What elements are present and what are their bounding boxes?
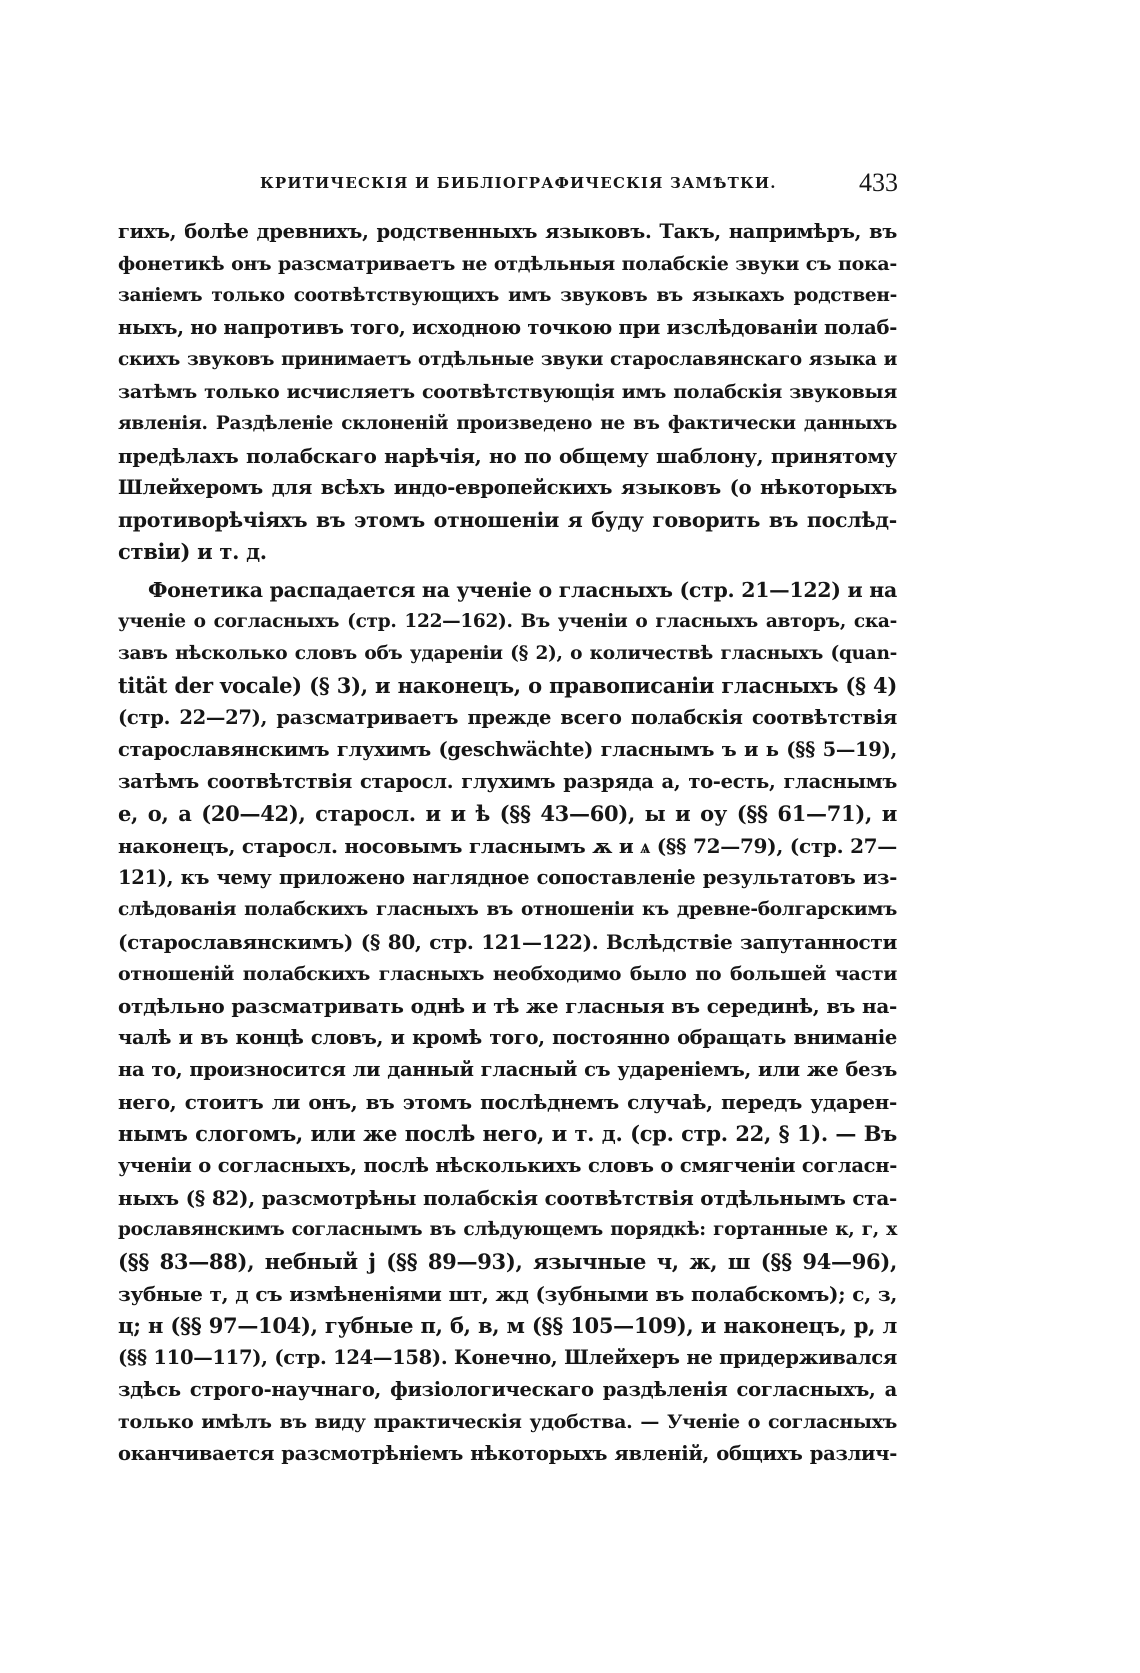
text-line: Шлейхеромъ для всѣхъ индо-европейскихъ языковъ (о нѣкоторыхъ [118, 476, 897, 499]
paragraph-1 [118, 216, 897, 568]
text-line: завъ нѣсколько словъ объ удареніи (§ 2), о количествѣ гласныхъ (quan- [118, 643, 897, 664]
text-line: слѣдованія полабскихъ гласныхъ въ отношеніи къ древне-болгарскимъ [118, 899, 897, 920]
text-line: затѣмъ только исчисляетъ соотвѣтствующія имъ полабскія звуковыя [118, 381, 897, 403]
text-line: отдѣльно разсматривать однѣ и тѣ же гласныя въ серединѣ, въ на- [118, 994, 897, 1018]
text-line: чалѣ и въ концѣ словъ, и кромѣ того, постоянно обращать вниманіе [118, 1026, 897, 1049]
text-line: tität der vocale) (§ 3), и наконецъ, о правописаніи гласныхъ (§ 4) [118, 673, 897, 698]
text-line: затѣмъ соотвѣтствія старосл. глухимъ разряда а, то-есть, гласнымъ [118, 770, 897, 793]
text-line: рославянскимъ согласнымъ въ слѣдующемъ порядкѣ: гортанные к, г, х [118, 1219, 897, 1240]
text-line: на то, произносится ли данный гласный съ удареніемъ, или же безъ [118, 1058, 897, 1081]
text-line: ученіи о согласныхъ, послѣ нѣсколькихъ словъ о смягченіи согласн- [118, 1154, 897, 1177]
text-line: противорѣчіяхъ въ этомъ отношеніи я буду говорить въ послѣд- [118, 508, 897, 532]
text-line: ствіи) и т. д. [118, 539, 267, 564]
text-line: только имѣлъ въ виду практическія удобства. — Ученіе о согласныхъ [118, 1411, 897, 1433]
text-line: нымъ слогомъ, или же послѣ него, и т. д. (ср. стр. 22, § 1). — Въ [118, 1121, 897, 1146]
text-line: старославянскимъ глухимъ (geschwächte) гласнымъ ъ и ь (§§ 5—19), [118, 738, 897, 761]
text-line: гихъ, болѣе древнихъ, родственныхъ языковъ. Такъ, напримѣръ, въ [118, 220, 897, 243]
text-line: (стр. 22—27), разсматриваетъ прежде всего полабскія соотвѣтствія [118, 706, 897, 729]
text-line: него, стоитъ ли онъ, въ этомъ послѣднемъ случаѣ, передъ ударен- [118, 1090, 897, 1114]
text-line: здѣсь строго-научнаго, физіологическаго раздѣленія согласныхъ, а [118, 1378, 897, 1401]
text-line: ныхъ (§ 82), разсмотрѣны полабскія соотвѣтствія отдѣльнымъ ста- [118, 1186, 897, 1210]
page-header [212, 170, 898, 204]
text-line: скихъ звуковъ принимаетъ отдѣльные звуки старославянскаго языка и [118, 349, 897, 370]
text-line: ученіе о согласныхъ (стр. 122—162). Въ ученіи о гласныхъ авторъ, ска- [118, 611, 897, 632]
text-line: оканчивается разсмотрѣніемъ нѣкоторыхъ явленій, общихъ различ- [118, 1442, 897, 1465]
text-line: предѣлахъ полабскаго нарѣчія, но по общему шаблону, принятому [118, 444, 897, 468]
text-line: 121), къ чему приложено наглядное сопоставленіе результатовъ из- [118, 866, 897, 889]
text-line: отношеній полабскихъ гласныхъ необходимо было по большей части [118, 963, 897, 985]
text-line: (§§ 110—117), (стр. 124—158). Конечно, Шлейхеръ не придерживался [118, 1346, 897, 1369]
text-line: е, о, а (20—42), старосл. и и ѣ (§§ 43—60), ы и оу (§§ 61—71), и [118, 801, 897, 826]
running-title: КРИТИЧЕСКІЯ И БИБЛІОГРАФИЧЕСКІЯ ЗАМѢТКИ. [260, 174, 777, 192]
page-number: 433 [859, 168, 898, 197]
text-line: (старославянскимъ) (§ 80, стр. 121—122). Вслѣдствіе запутанности [118, 930, 897, 954]
text-line: фонетикѣ онъ разсматриваетъ не отдѣльныя полабскіе звуки съ пока- [118, 253, 897, 275]
text-line: наконецъ, старосл. носовымъ гласнымъ ѫ и ѧ (§§ 72—79), (стр. 27— [118, 834, 897, 858]
text-line: Фонетика распадается на ученіе о гласныхъ (стр. 21—122) и на [148, 578, 897, 602]
text-line: ныхъ, но напротивъ того, исходною точкою при изслѣдованіи полаб- [118, 316, 897, 339]
paragraph-2 [118, 574, 897, 1470]
text-line: ц; н (§§ 97—104), губные п, б, в, м (§§ 105—109), и наконецъ, р, л [118, 1313, 897, 1338]
text-line: (§§ 83—88), небный j (§§ 89—93), язычные ч, ж, ш (§§ 94—96), [118, 1249, 897, 1274]
body-text [118, 216, 897, 1470]
text-line: заніемъ только соотвѣтствующихъ имъ звуковъ въ языкахъ родствен- [118, 285, 897, 306]
text-line: явленія. Раздѣленіе склоненій произведено не въ фактически данныхъ [118, 413, 897, 434]
text-line: зубные т, д съ измѣненіями шт, жд (зубными въ полабскомъ); с, з, [118, 1282, 897, 1306]
